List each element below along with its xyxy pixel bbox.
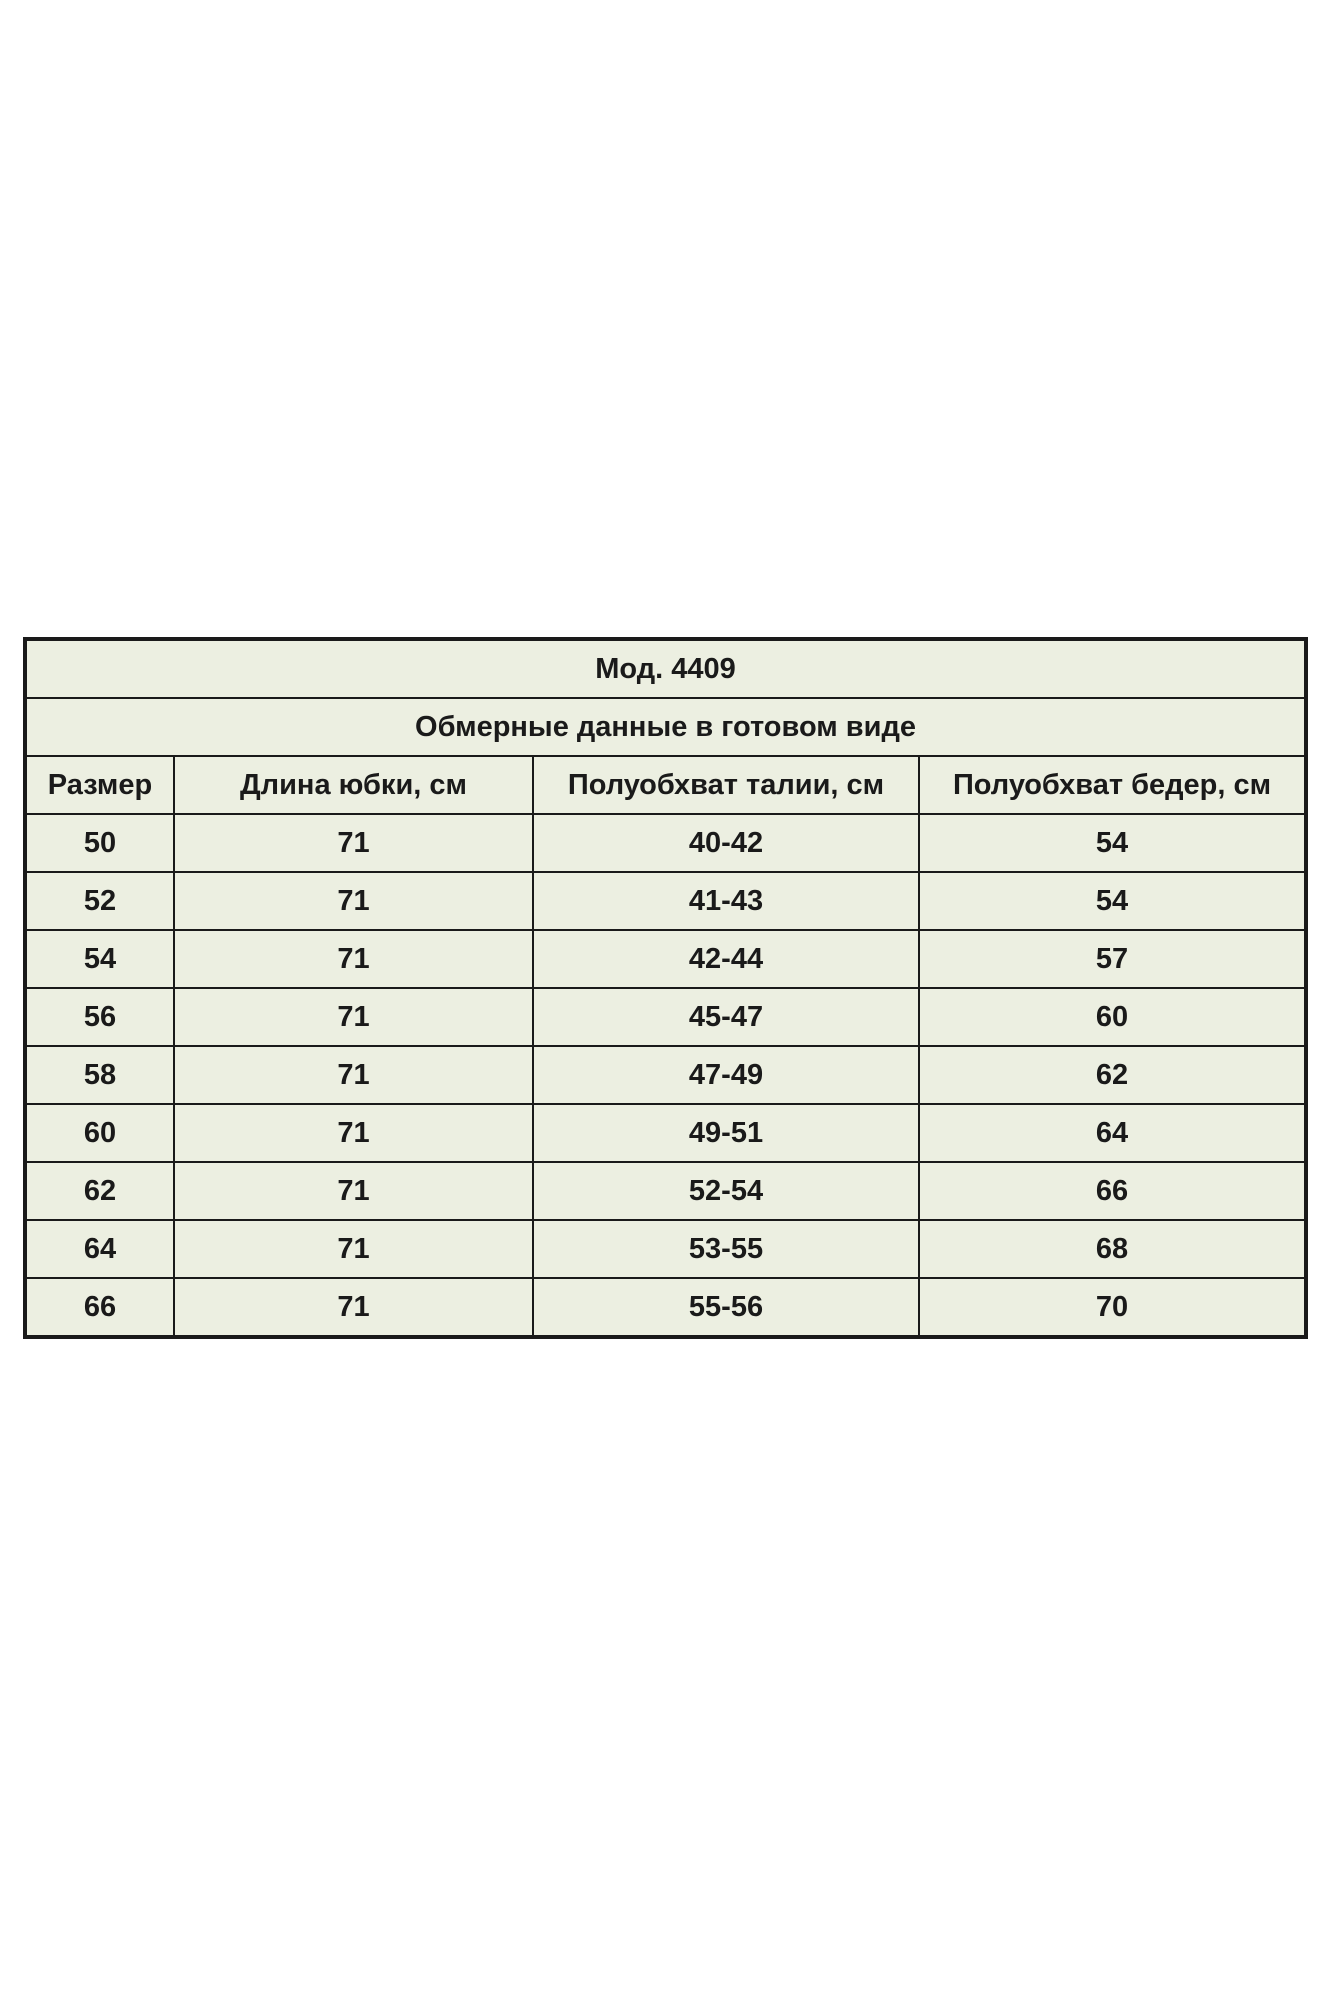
cell-hips: 57 [919, 930, 1306, 988]
cell-hips: 64 [919, 1104, 1306, 1162]
table-row [25, 1220, 1306, 1278]
cell-size: 64 [25, 1220, 174, 1278]
table-row [25, 930, 1306, 988]
cell-hips: 62 [919, 1046, 1306, 1104]
cell-hips: 54 [919, 872, 1306, 930]
cell-waist: 47-49 [533, 1046, 919, 1104]
cell-size: 50 [25, 814, 174, 872]
cell-size: 54 [25, 930, 174, 988]
table-row [25, 872, 1306, 930]
cell-hips: 70 [919, 1278, 1306, 1337]
cell-size: 56 [25, 988, 174, 1046]
cell-waist: 41-43 [533, 872, 919, 930]
table-row [25, 988, 1306, 1046]
header-row [25, 756, 1306, 814]
model-title-row [25, 639, 1306, 698]
cell-hips: 66 [919, 1162, 1306, 1220]
cell-size: 60 [25, 1104, 174, 1162]
header-waist-half-girth: Полуобхват талии, см [533, 756, 919, 814]
cell-size: 52 [25, 872, 174, 930]
cell-waist: 53-55 [533, 1220, 919, 1278]
cell-waist: 55-56 [533, 1278, 919, 1337]
header-skirt-length: Длина юбки, см [174, 756, 533, 814]
cell-waist: 42-44 [533, 930, 919, 988]
cell-hips: 60 [919, 988, 1306, 1046]
table-row [25, 1162, 1306, 1220]
cell-skirt-length: 71 [174, 1046, 533, 1104]
table-row [25, 1278, 1306, 1337]
cell-skirt-length: 71 [174, 930, 533, 988]
cell-size: 62 [25, 1162, 174, 1220]
table-subtitle: Обмерные данные в готовом виде [25, 698, 1306, 756]
subtitle-row [25, 698, 1306, 756]
table-row [25, 1104, 1306, 1162]
cell-waist: 52-54 [533, 1162, 919, 1220]
cell-waist: 40-42 [533, 814, 919, 872]
cell-skirt-length: 71 [174, 988, 533, 1046]
cell-waist: 49-51 [533, 1104, 919, 1162]
table-row [25, 1046, 1306, 1104]
cell-skirt-length: 71 [174, 1278, 533, 1337]
cell-size: 58 [25, 1046, 174, 1104]
cell-hips: 54 [919, 814, 1306, 872]
cell-size: 66 [25, 1278, 174, 1337]
model-title: Мод. 4409 [25, 639, 1306, 698]
cell-skirt-length: 71 [174, 814, 533, 872]
table-row [25, 814, 1306, 872]
cell-skirt-length: 71 [174, 1104, 533, 1162]
cell-skirt-length: 71 [174, 1220, 533, 1278]
size-chart-table [23, 637, 1308, 1339]
cell-skirt-length: 71 [174, 872, 533, 930]
cell-hips: 68 [919, 1220, 1306, 1278]
cell-waist: 45-47 [533, 988, 919, 1046]
size-chart-body [25, 639, 1306, 1337]
header-size: Размер [25, 756, 174, 814]
cell-skirt-length: 71 [174, 1162, 533, 1220]
header-hip-half-girth: Полуобхват бедер, см [919, 756, 1306, 814]
